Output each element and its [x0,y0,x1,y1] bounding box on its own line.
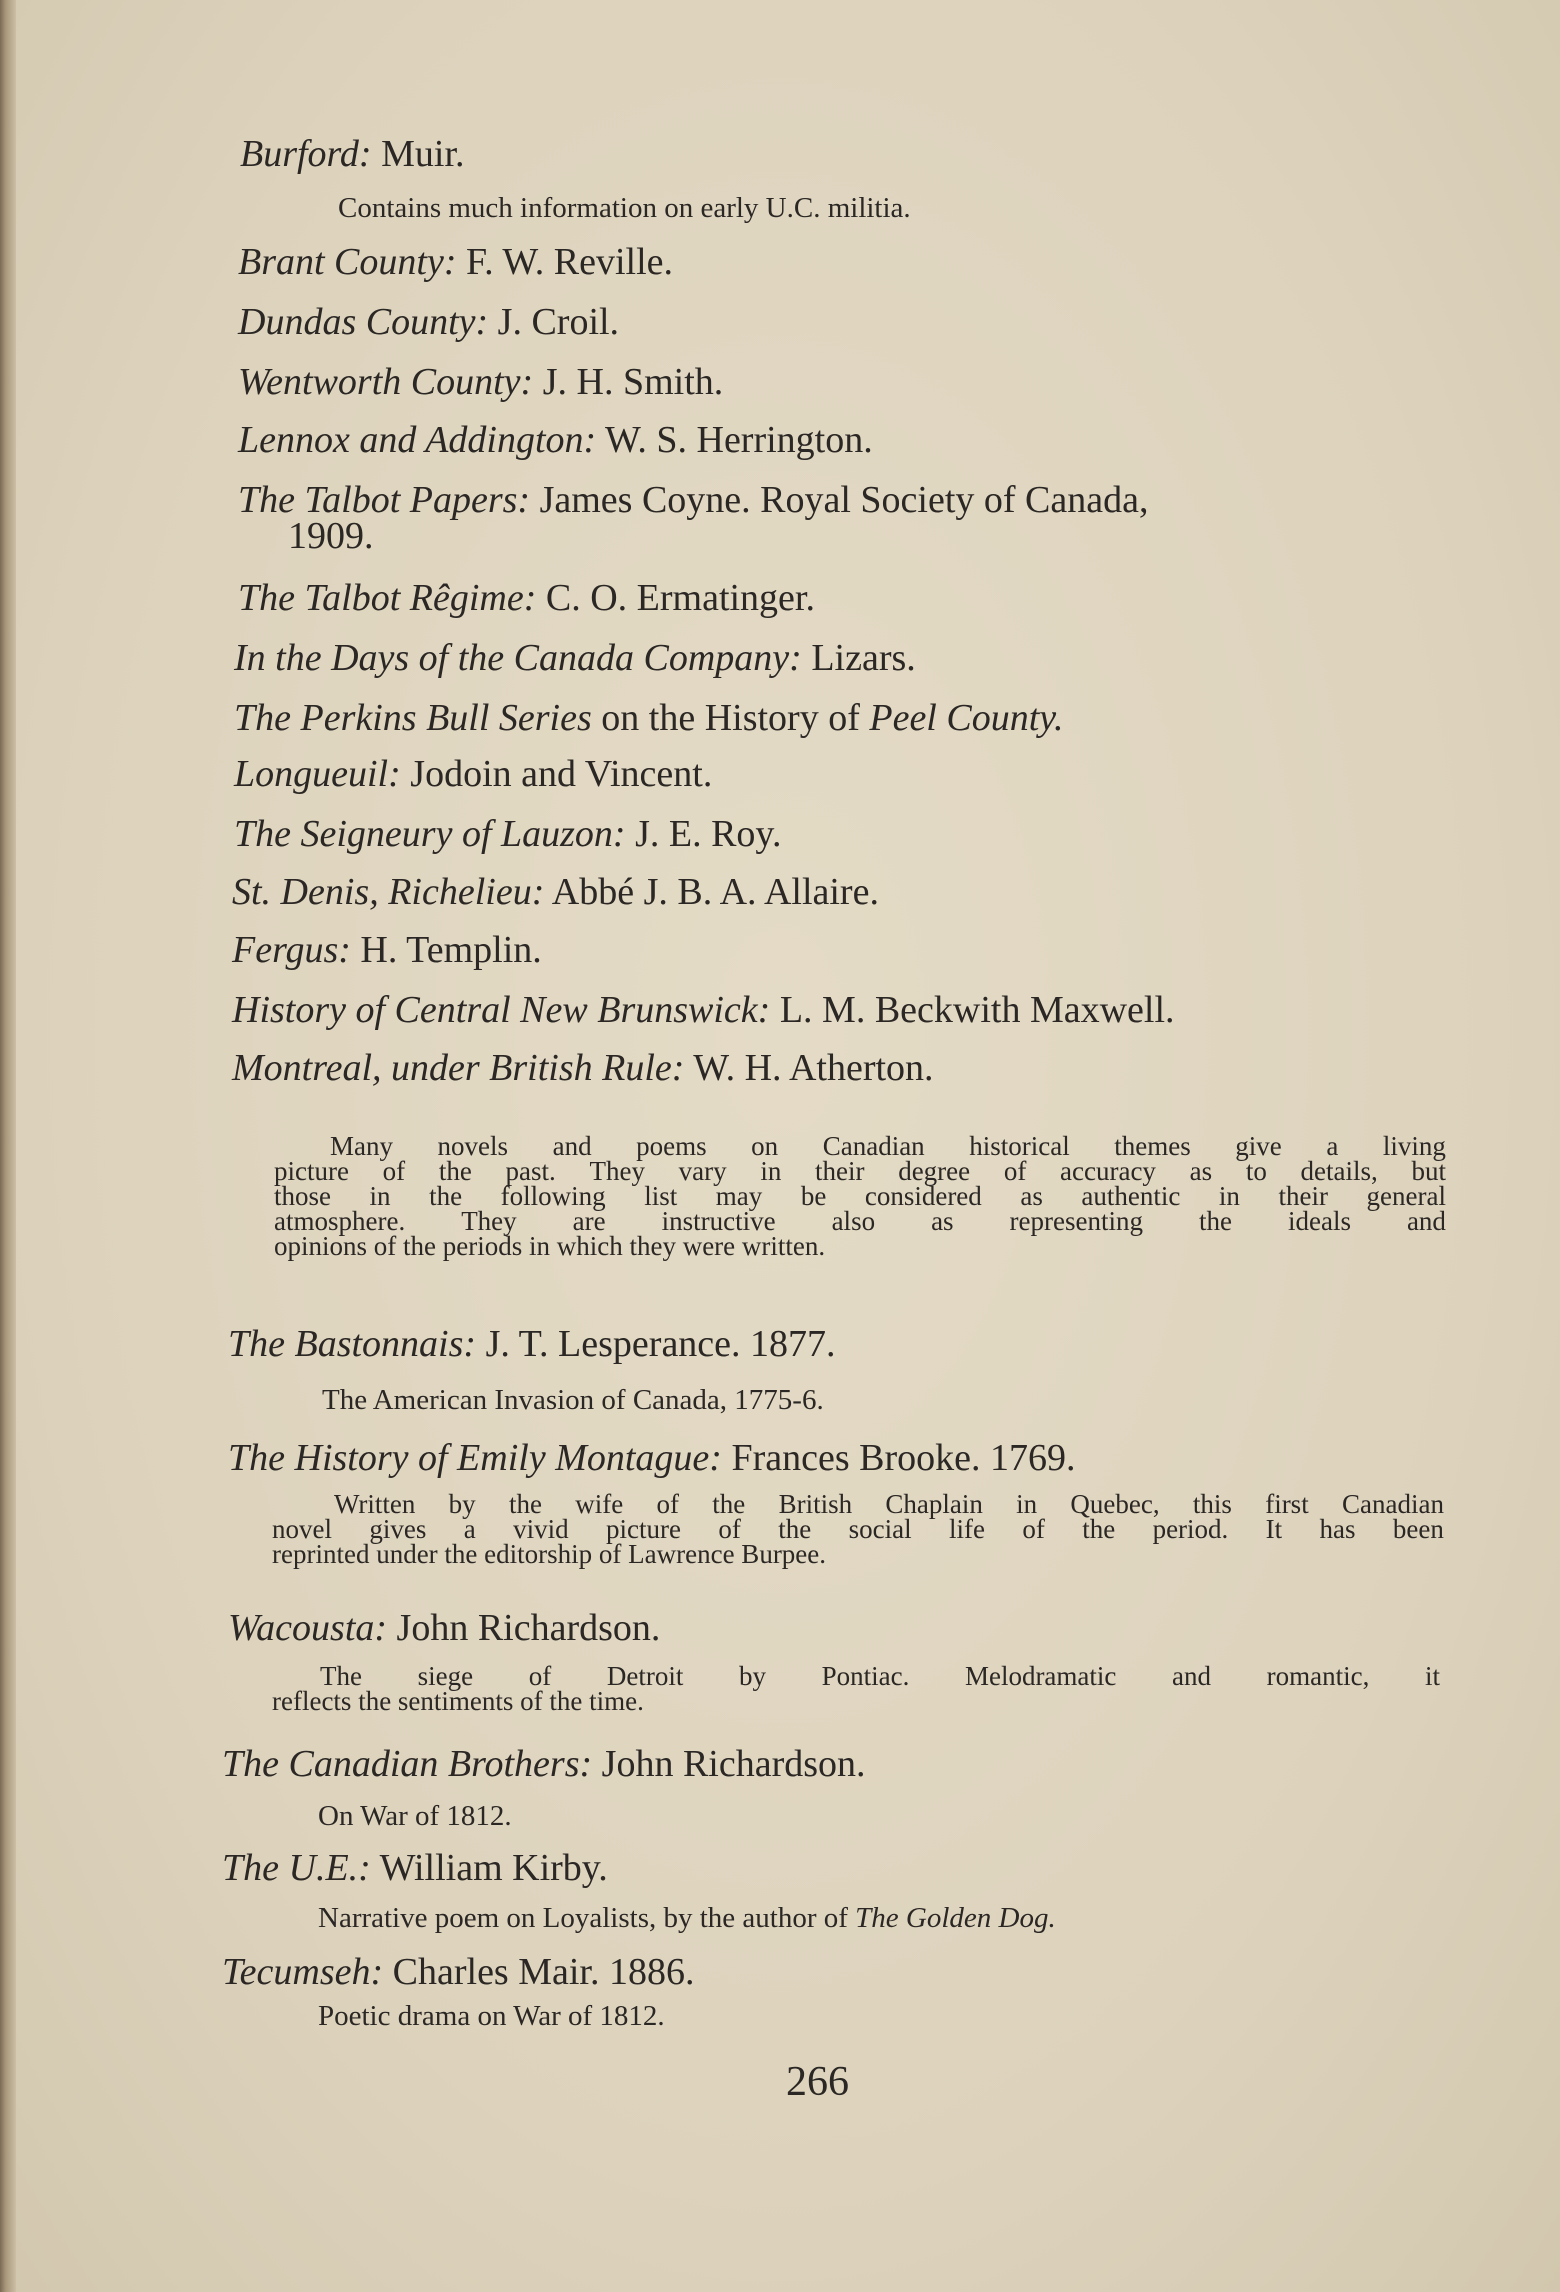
word: authentic [1081,1181,1181,1211]
word: the [778,1514,812,1544]
entry-note: The American Invasion of Canada, 1775-6. [322,1384,824,1416]
word: vivid [513,1514,569,1544]
entry-title: The Canadian Brothers: [222,1743,593,1785]
word: They [461,1206,517,1236]
entry-lennox-addington [238,418,873,462]
word: in [1218,1181,1240,1211]
paragraph-line: reflects the sentiments of the time. [272,1686,644,1716]
entry-title: Fergus: [232,929,351,971]
word: of [382,1156,406,1186]
word: the [508,1489,542,1519]
word: life [948,1514,985,1544]
word: of [1003,1156,1027,1186]
word: are [572,1206,606,1236]
word: ideals [1287,1206,1351,1236]
entry-longueuil [234,752,712,796]
entry-author: H. Templin. [350,929,542,971]
word: Canadian [1341,1489,1444,1519]
entry-continuation: 1909. [288,515,374,557]
word: this [1192,1489,1232,1519]
entry-title: Wentworth County: [238,361,534,403]
paragraph-line: reprinted under the editorship of Lawrence Burpee. [272,1539,827,1569]
word: social [848,1514,912,1544]
entry-author: Abbé J. B. A. Allaire. [544,871,879,913]
entry-author: Charles Mair. 1886. [383,1951,695,1993]
word: and [552,1131,592,1161]
word: details, [1300,1156,1378,1186]
word: Quebec, [1070,1489,1160,1519]
entry-title: In the Days of the Canada Company: [234,637,802,679]
word: a [1326,1131,1339,1161]
word: representing [1009,1206,1143,1236]
word: to [1245,1156,1267,1186]
entry-author: W. S. Herrington. [596,419,873,461]
word: by [448,1489,476,1519]
word: Melodramatic [964,1661,1117,1691]
entry-note: Contains much information on early U.C. militia. [338,192,911,224]
entry-author: L. M. Beckwith Maxwell. [770,989,1175,1031]
word: the [438,1156,472,1186]
entry-title: St. Denis, Richelieu: [232,871,545,913]
word: novels [437,1131,509,1161]
entry-perkins-bull [234,696,1064,740]
word: picture [274,1156,349,1186]
entry-author: John Richardson. [387,1607,661,1649]
entry-dundas-county [238,300,619,344]
entry-talbot-papers [238,478,1149,522]
entry-author: Jodoin and Vincent. [400,753,713,795]
word: may [715,1181,763,1211]
word: wife [575,1489,624,1519]
word: gives [369,1514,427,1544]
entry-author: Frances Brooke. 1769. [721,1437,1076,1479]
word: instructive [661,1206,776,1236]
word: It [1265,1514,1283,1544]
word: historical [969,1131,1070,1161]
word: be [800,1181,827,1211]
word: general [1366,1181,1446,1211]
word: the [1198,1206,1232,1236]
word: but [1411,1156,1446,1186]
word: list [644,1181,678,1211]
word: British [778,1489,853,1519]
entry-burford [240,132,465,176]
word: their [815,1156,865,1186]
word: first [1265,1489,1309,1519]
word: in [1016,1489,1038,1519]
entry-seigneury-lauzon [234,812,781,856]
word: by [738,1661,766,1691]
word: been [1392,1514,1444,1544]
word: siege [417,1661,474,1691]
entry-title: The History of Emily Montague: [228,1437,722,1479]
word: and [1406,1206,1446,1236]
entry-title: The U.E.: [222,1847,371,1889]
word: in [369,1181,391,1211]
word: atmosphere. [274,1206,406,1236]
book-spine-shadow [0,0,16,2292]
word: considered [864,1181,982,1211]
entry-title: The Bastonnais: [228,1323,477,1365]
page-number: 266 [786,2059,849,2105]
word: Detroit [606,1661,684,1691]
entry-title: Wacousta: [228,1607,388,1649]
word: those [274,1181,331,1211]
word: period. [1152,1514,1229,1544]
word: The [320,1661,362,1691]
word: Chaplain [885,1489,983,1519]
word: accuracy [1060,1156,1156,1186]
word: past. [505,1156,556,1186]
entry-author: W. H. Atherton. [684,1047,934,1089]
entry-title: The Talbot Papers: [238,479,531,521]
word: of [718,1514,741,1544]
paragraph-line: opinions of the periods in which they were written. [274,1231,826,1261]
novel-tecumseh [222,1950,695,1994]
novel-wacousta [228,1606,660,1650]
word: of [1022,1514,1045,1544]
entry-author: James Coyne. Royal Society of Canada, [530,479,1149,521]
word: picture [606,1514,681,1544]
entry-title: The Talbot Rêgime: [238,577,537,619]
entry-title: Montreal, under British Rule: [232,1047,685,1089]
entry-note: On War of 1812. [318,1800,512,1832]
word: and [1172,1661,1212,1691]
novel-bastonnais [228,1322,836,1366]
word: a [463,1514,476,1544]
word: poems [636,1131,707,1161]
word: Many [330,1131,393,1161]
entry-author: Muir. [371,133,465,175]
entry-fergus [232,928,542,972]
entry-title: The Perkins Bull Series [234,697,592,739]
word: the [1082,1514,1116,1544]
entry-author: on the History of [591,697,870,739]
word: in [760,1156,782,1186]
entry-note-paragraph [272,1661,1440,1716]
word: Written [334,1489,416,1519]
entry-author: J. Croil. [488,301,620,343]
entry-title: Longueuil: [234,753,401,795]
word: Pontiac. [821,1661,910,1691]
entry-title: The Seigneury of Lauzon: [234,813,626,855]
entry-note: Poetic drama on War of 1812. [318,2000,665,2032]
entry-brant-county [238,240,673,284]
entry-montreal-british-rule [232,1046,934,1090]
word: novel [272,1514,332,1544]
word: as [1189,1156,1213,1186]
novel-canadian-brothers [222,1742,866,1786]
entry-central-new-brunswick [232,988,1175,1032]
word: degree [898,1156,971,1186]
entry-author: J. H. Smith. [533,361,724,403]
word: following [500,1181,606,1211]
word: give [1235,1131,1282,1161]
novel-emily-montague [228,1436,1075,1480]
word: as [931,1206,954,1236]
word: as [1020,1181,1043,1211]
entry-author: J. E. Roy. [625,813,782,855]
word: the [712,1489,746,1519]
word: of [656,1489,679,1519]
word: romantic, [1266,1661,1370,1691]
entry-note-title: The Golden Dog. [855,1902,1056,1934]
word: themes [1114,1131,1191,1161]
entry-note [318,1902,1056,1935]
entry-title: Tecumseh: [222,1951,384,1993]
entry-author: John Richardson. [592,1743,866,1785]
entry-title: Lennox and Addington: [238,419,597,461]
word: the [429,1181,463,1211]
entry-title: Burford: [240,133,372,175]
entry-author: F. W. Reville. [456,241,674,283]
entry-wentworth-county [238,360,723,404]
word: living [1382,1131,1446,1161]
word: of [528,1661,552,1691]
entry-title: History of Central New Brunswick: [232,989,771,1031]
word: vary [678,1156,727,1186]
novel-the-ue [222,1846,608,1890]
intro-paragraph [274,1131,1446,1261]
word: also [831,1206,876,1236]
entry-author: J. T. Lesperance. 1877. [476,1323,836,1365]
entry-st-denis [232,870,879,914]
entry-talbot-regime [238,576,815,620]
entry-title: Dundas County: [238,301,489,343]
entry-author: C. O. Ermatinger. [536,577,815,619]
word: Canadian [822,1131,925,1161]
entry-author: Lizars. [801,637,916,679]
entry-title: Brant County: [238,241,457,283]
word: their [1278,1181,1328,1211]
word: on [751,1131,779,1161]
entry-canada-company [234,636,916,680]
word: it [1424,1661,1440,1691]
entry-note-paragraph [272,1489,1444,1569]
word: They [589,1156,645,1186]
entry-note-text: Narrative poem on Loyalists, by the author of [318,1902,856,1934]
word: has [1319,1514,1356,1544]
entry-author: William Kirby. [370,1847,608,1889]
entry-title-secondary: Peel County. [869,697,1064,739]
